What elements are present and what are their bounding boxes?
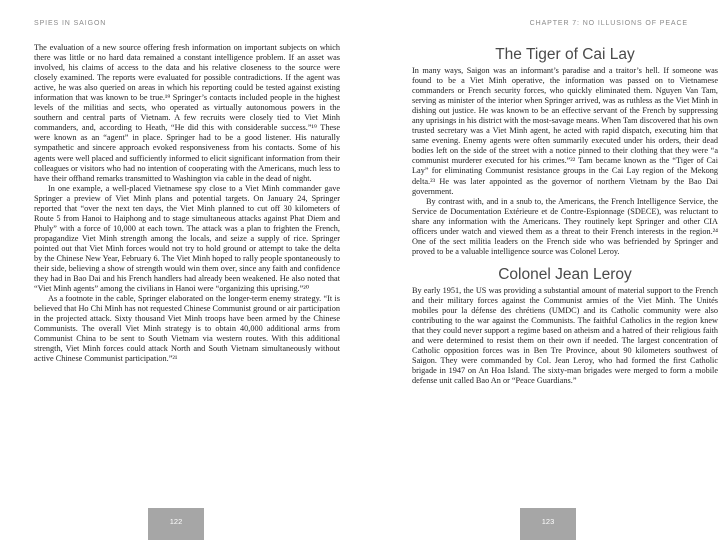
paragraph: As a footnote in the cable, Springer elaborated on the longer-term enemy strategy. “It is believed that Ho Chi Minh has not requested Chinese Communist ground or air participation in the projected attack. Sixty thousand Viet Minh troops have been armed by the Chinese Communists. The overall Viet Minh strategy is to obtain 40,000 additional arms from Communist China to be sent to South Vietnam via western routes. With this additional strength, Viet Minh forces could attack North and South Vietnam simultaneously without active Chinese Communist participation.”²¹: [34, 294, 340, 364]
running-head-left: SPIES IN SAIGON: [34, 20, 107, 27]
paragraph: By early 1951, the US was providing a substantial amount of material support to the French and their military forces against the Communist armies of the Viet Minh. The Unités mobiles pour la défense des chrétiens (UMDC) and its Catholic community were also contributing to the war against the Communists. The faithful Catholics in the region knew that they could never support a regime based on atheism and a hatred of their religious faith and were determined to resist them on their own if needed. The largest concentration of Catholic opposition forces was in Ben Tre Province, about 90 kilometers southwest of Saigon. They were commanded by Col. Jean Leroy, who had formed the first Catholic brigade in 1947 on An Hoa Island. The sixty-man brigades were merged to form a mobile defense unit called Bao An or “Peace Guardians.”: [412, 285, 718, 386]
running-head-right: CHAPTER 7: NO ILLUSIONS OF PEACE: [529, 20, 688, 27]
page-number-right: 123: [520, 508, 576, 540]
paragraph: In many ways, Saigon was an informant’s paradise and a traitor’s hell. If someone was found to be a Viet Minh operative, the information was passed on to Vietnamese commanders or French security forces, who quickly eliminated them. Nguyen Van Tam, serving as minister of the interior when Springer arrived, was as ruthless as the Viet Minh in dishing out justice. He was known to be an effective servant of the French by suppressing any uprisings in his district with the most-savage means. When Tam discovered that his own trusted secretary was a Viet Minh agent, he acted with rapid dispatch, executing him that same evening. Enemy agents were often summarily executed under his orders, their dead bodies left on the side of the street with a notice pinned to their clothing that they were “a communist murderer executed for his crimes.”²² Tam became known as the “Tiger of Cai Lay” for eliminating Communist resistance groups in the Cai Lay region of the Mekong delta.²³ He was later appointed as the governor of northern Vietnam by the Bao Dai government.: [412, 66, 718, 196]
section-heading: The Tiger of Cai Lay: [495, 46, 635, 63]
paragraph: The evaluation of a new source offering fresh information on important subjects on which there was little or no hard data remained a constant intelligence problem. If an asset was involved, his claims of access to the data and his relative closeness to the source were closely examined. The reports were evaluated for possible contradictions. If the agent was active, he was also queried on areas in which his reporting could be tested against existing information that was known to be true.¹⁹ Springer’s contacts included people in the highest levels of the militias and sects, who operated as virtually autonomous powers in the southern and central parts of Vietnam. A few recruits were closely tied to Viet Minh commanders, and, according to Heath, “He did this with considerable success.”¹⁹ These were known as an “agent” in place. Springer had to be a good listener. His naturally sympathetic and sincere approach evoked responsiveness from his contacts. Some of his agents were well placed and sufficiently informed to elicit significant information from their colleagues or visitors who had no intention of cooperating with the Americans, much less to have their offhand remarks transmitted to Washington via cable in the dead of night.: [34, 43, 340, 183]
paragraph: In one example, a well-placed Vietnamese spy close to a Viet Minh commander gave Springer a preview of Viet Minh plans and potential targets. On January 24, Springer reported that “over the next ten days, the Viet Minh planned to cut off 30 kilometers of Route 5 from Hanoi to Haiphong and to stage simultaneous attacks against Phat Diem and Phuly” with a force of 10,000 at each town. The attack was a plan to frighten the French, propagandize Viet Minh strength among the locals, and seize a supply of rice. Springer pointed out that Viet Minh forces would not try to hold ground or attempt to take the delta by the Chinese New Year, February 6. The Viet Minh hoped to rally people spontaneously to their side, believing a show of strength would win them over, since any faith and confidence they had in Bao Dai and his French handlers had already been weakened. He also noted that “Viet Minh agents” among the civilians in Hanoi were “organizing this uprising.”²⁰: [34, 183, 340, 294]
paragraph: By contrast with, and in a snub to, the Americans, the French Intelligence Service, the Service de Documentation Extérieure et de Contre-Espionnage (SDECE), was reluctant to share any information with the Americans. They routinely kept Springer and other CIA officers under watch and viewed them as a threat to their French interests in the region.²⁴ One of the sect militia leaders on the French side who was befriended by Springer and proved to be a valuable intelligence source was Colonel Leroy.: [412, 196, 718, 256]
right-body-text: [412, 46, 718, 386]
page-number-left: 122: [148, 508, 204, 540]
left-body-text: [34, 43, 340, 365]
section-heading: Colonel Jean Leroy: [498, 265, 632, 283]
right-page: [360, 0, 720, 540]
